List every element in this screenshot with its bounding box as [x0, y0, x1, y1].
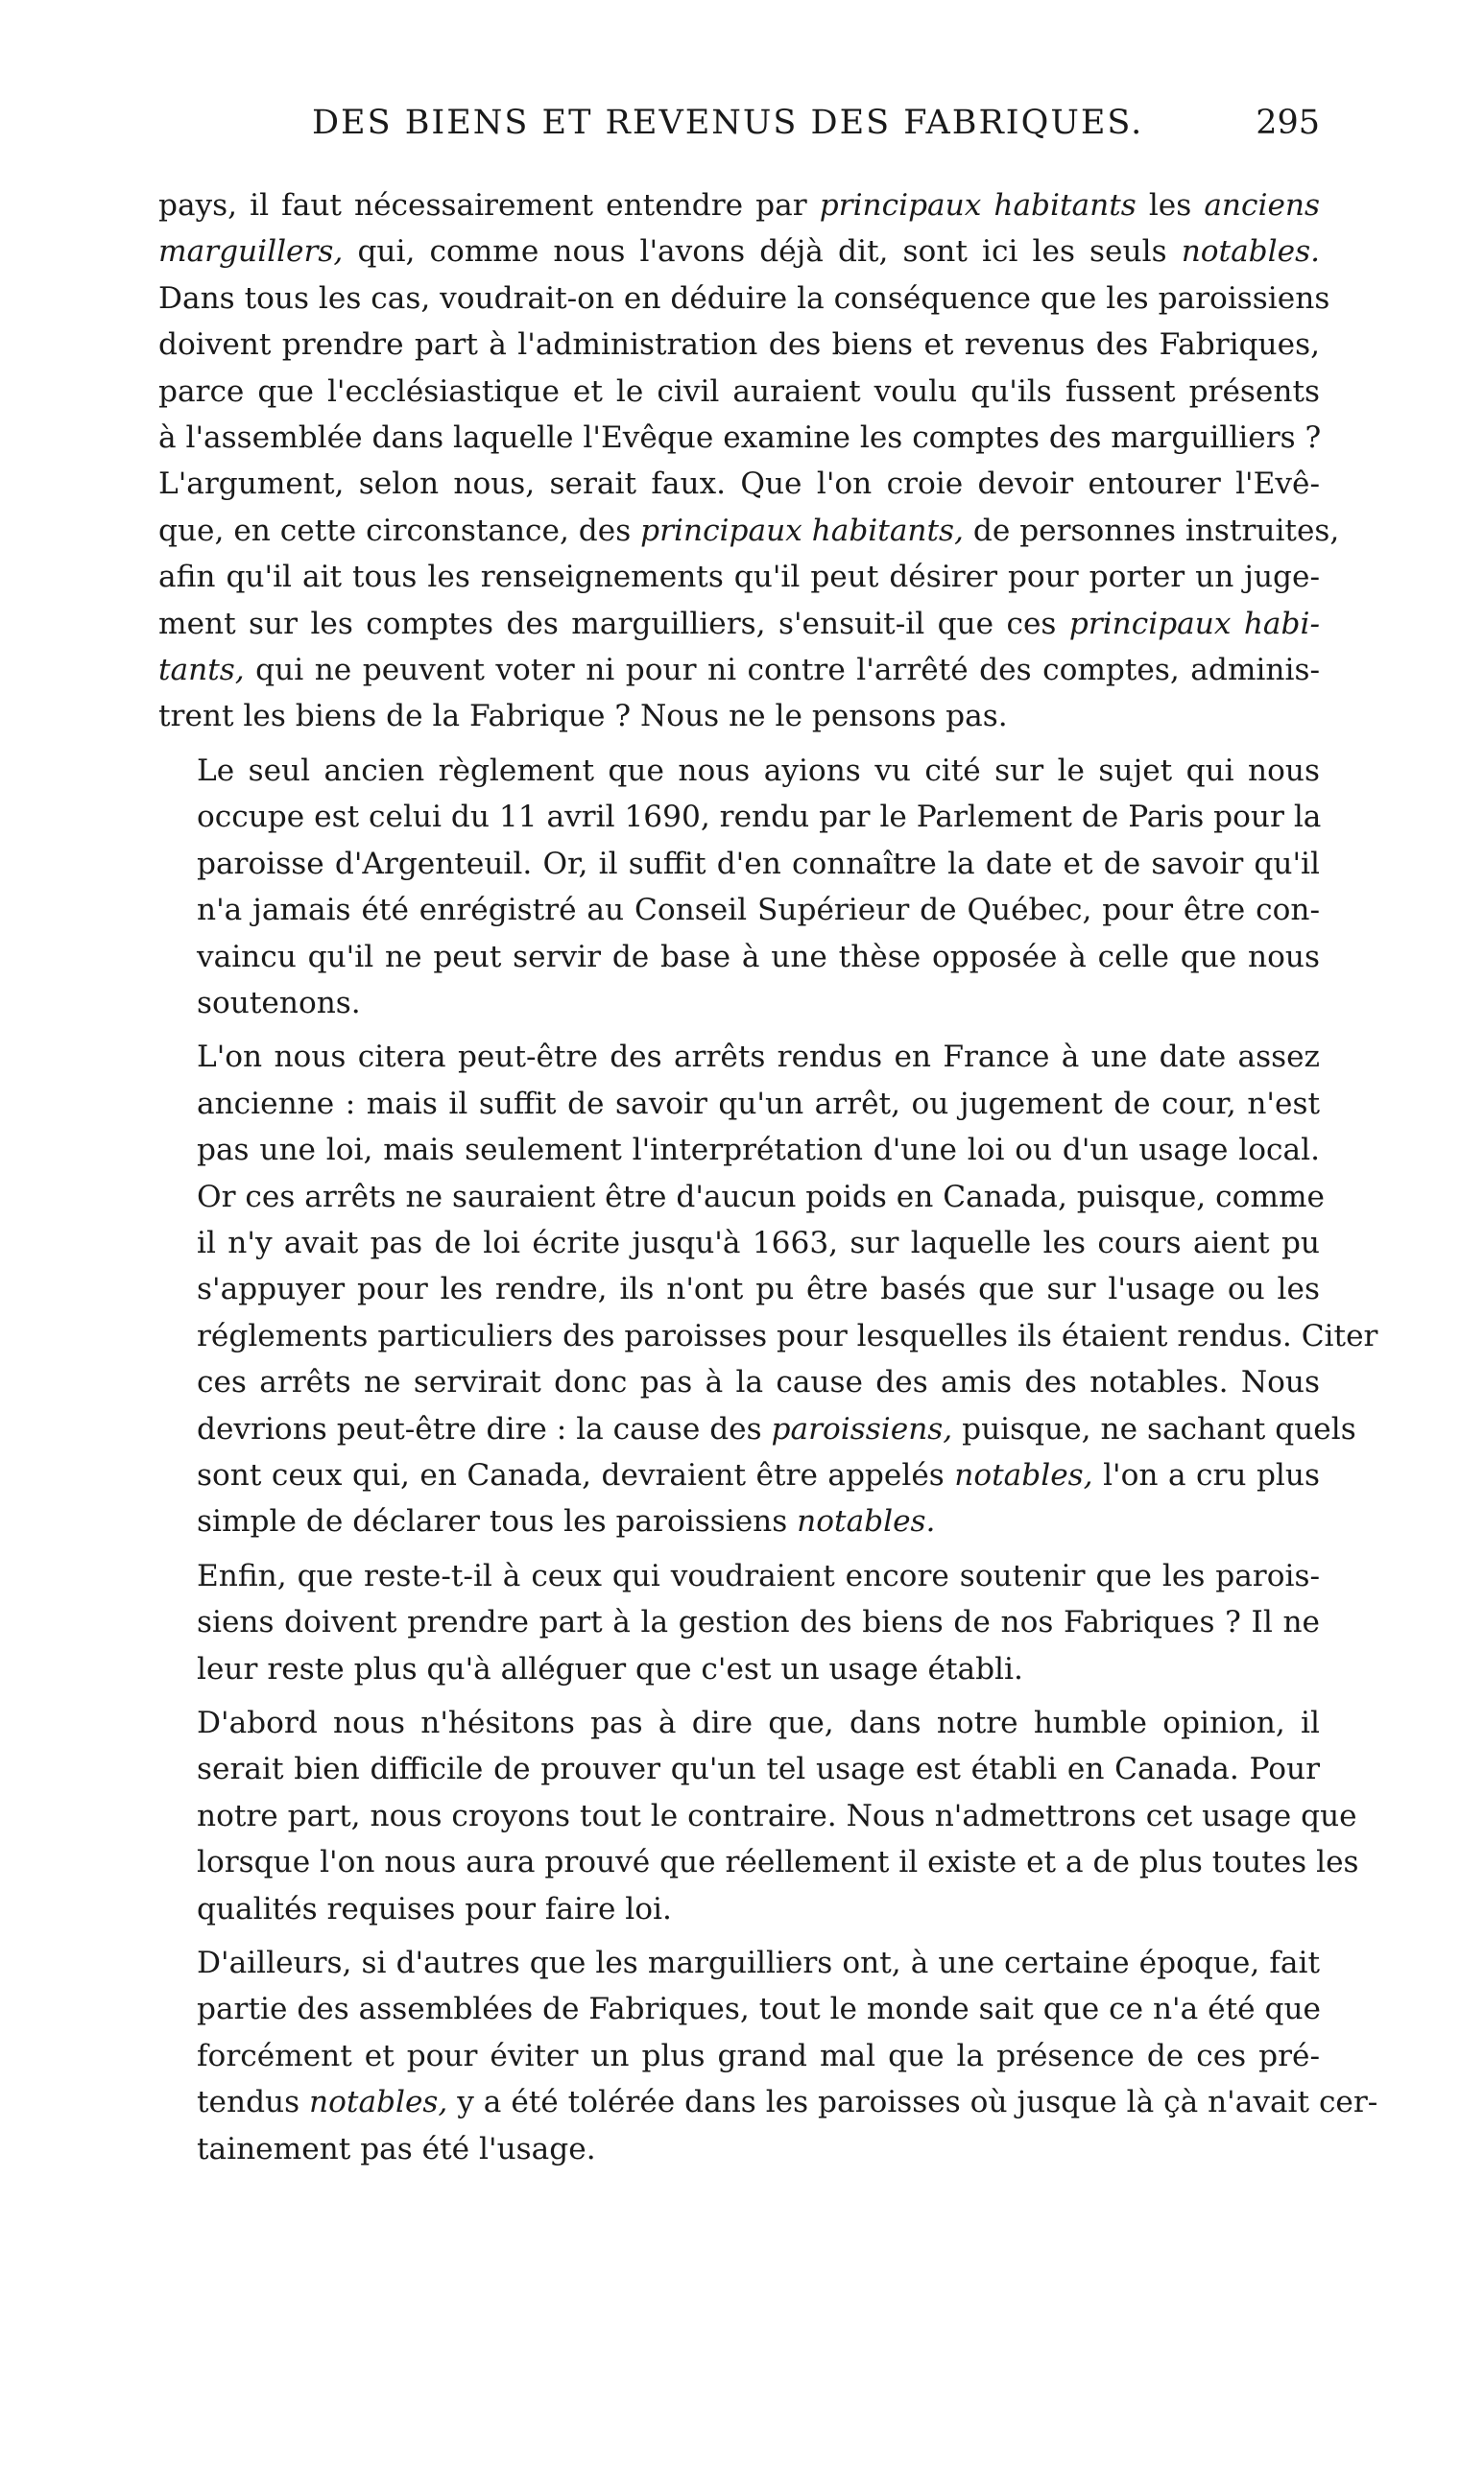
- italic-text: marguillers,: [158, 234, 344, 270]
- paragraph: [158, 1034, 1378, 1544]
- text-run: ces arrêts ne servirait donc pas à la cause des amis des notables. Nous: [197, 1365, 1320, 1400]
- text-line: [158, 1174, 1325, 1220]
- text-line: [158, 1359, 1320, 1405]
- text-line: [158, 601, 1320, 647]
- text-run: D'ailleurs, si d'autres que les marguilliers ont, à une certaine époque, fait: [197, 1946, 1320, 1981]
- text-run: Or ces arrêts ne sauraient être d'aucun poids en Canada, puisque, comme: [197, 1179, 1325, 1214]
- text-run: partie des assemblées de Fabriques, tout le monde sait que ce n'a été que: [197, 1992, 1321, 2027]
- running-head: DES BIENS ET REVENUS DES FABRIQUES.: [312, 104, 1144, 142]
- text-run: serait bien difficile de prouver qu'un tel usage est établi en Canada. Pour: [197, 1752, 1320, 1787]
- text-run: à l'assemblée dans laquelle l'Evêque examine les comptes des marguilliers ?: [158, 420, 1322, 456]
- text-line: [158, 1646, 1320, 1692]
- text-run: que, en cette circonstance, des: [158, 513, 641, 548]
- text-run: notre part, nous croyons tout le contraire. Nous n'admettrons cet usage que: [197, 1798, 1357, 1833]
- text-line: [158, 415, 1320, 461]
- italic-text: notables,: [309, 2085, 448, 2120]
- text-line: [158, 2033, 1320, 2079]
- text-line: [158, 1220, 1320, 1266]
- page-number: 295: [1256, 104, 1320, 142]
- italic-text: tants,: [158, 653, 245, 688]
- text-run: qui, comme nous l'avons déjà dit, sont ici les seuls: [343, 234, 1182, 270]
- text-line: [158, 1839, 1359, 1885]
- text-line: [158, 1452, 1320, 1498]
- text-line: [158, 841, 1320, 887]
- text-run: il n'y avait pas de loi écrite jusqu'à 1663, sur laquelle les cours aient pu: [197, 1225, 1320, 1260]
- text-line: [158, 1793, 1357, 1839]
- text-line: [158, 1034, 1320, 1080]
- text-line: [158, 508, 1340, 554]
- text-run: sont ceux qui, en Canada, devraient être appelés: [197, 1457, 955, 1493]
- text-line: [158, 1700, 1320, 1746]
- italic-text: principaux habi-: [1068, 606, 1320, 641]
- text-run: siens doivent prendre part à la gestion des biens de nos Fabriques ? Il ne: [197, 1605, 1320, 1640]
- text-run: simple de déclarer tous les paroissiens: [197, 1504, 798, 1540]
- text-line: [158, 693, 1320, 739]
- italic-text: principaux habitants: [819, 188, 1137, 223]
- page-header: [158, 104, 1320, 161]
- paragraph: [158, 1553, 1320, 1692]
- text-run: ancienne : mais il suffit de savoir qu'un arrêt, ou jugement de cour, n'est: [197, 1086, 1320, 1121]
- text-run: paroisse d'Argenteuil. Or, il suffit d'en connaître la date et de savoir qu'il: [197, 846, 1320, 881]
- text-line: [158, 794, 1320, 840]
- text-run: l'on a cru plus: [1092, 1457, 1320, 1493]
- text-run: qui ne peuvent voter ni pour ni contre l'arrêté des comptes, adminis-: [244, 653, 1320, 688]
- text-run: soutenons.: [197, 985, 361, 1020]
- text-line: [158, 275, 1330, 322]
- text-run: forcément et pour éviter un plus grand mal que la présence de ces pré-: [197, 2038, 1320, 2073]
- text-line: [158, 1599, 1320, 1645]
- text-run: L'on nous citera peut-être des arrêts rendus en France à une date assez: [197, 1040, 1320, 1075]
- text-run: pas une loi, mais seulement l'interprétation d'une loi ou d'un usage local.: [197, 1133, 1320, 1168]
- italic-text: notables.: [1181, 234, 1320, 270]
- text-line: [158, 1986, 1320, 2032]
- text-line: [158, 1266, 1320, 1312]
- text-line: [158, 2079, 1378, 2125]
- paragraph: [158, 1940, 1378, 2172]
- text-run: puisque, ne sachant quels: [952, 1411, 1356, 1447]
- text-line: [158, 2126, 1320, 2172]
- text-run: Dans tous les cas, voudrait-on en déduire la conséquence que les paroissiens: [158, 280, 1330, 316]
- paragraph: [158, 1700, 1359, 1932]
- text-line: [158, 980, 1320, 1026]
- text-line: [158, 647, 1320, 693]
- text-run: afin qu'il ait tous les renseignements qu'il peut désirer pour porter un juge-: [158, 560, 1320, 595]
- text-line: [158, 1940, 1320, 1986]
- text-line: [158, 369, 1320, 415]
- text-line: [158, 1553, 1320, 1599]
- text-run: y a été tolérée dans les paroisses où jusque là çà n'avait cer-: [447, 2085, 1378, 2120]
- text-run: leur reste plus qu'à alléguer que c'est un usage établi.: [197, 1651, 1023, 1687]
- text-run: occupe est celui du 11 avril 1690, rendu par le Parlement de Paris pour la: [197, 800, 1322, 835]
- text-run: devrions peut-être dire : la cause des: [197, 1411, 772, 1447]
- text-line: [158, 554, 1320, 600]
- text-line: [158, 1886, 1320, 1932]
- text-line: [158, 461, 1320, 507]
- text-run: L'argument, selon nous, serait faux. Que l'on croie devoir entourer l'Evê-: [158, 467, 1320, 502]
- italic-text: principaux habitants,: [640, 513, 964, 548]
- text-line: [158, 1081, 1320, 1127]
- text-run: tendus: [197, 2085, 310, 2120]
- body-text: [158, 182, 1378, 2180]
- text-run: trent les biens de la Fabrique ? Nous ne le pensons pas.: [158, 699, 1008, 734]
- text-run: Enfin, que reste-t-il à ceux qui voudraient encore soutenir que les parois-: [197, 1558, 1320, 1593]
- text-line: [158, 1746, 1320, 1792]
- book-page: [158, 0, 1378, 2465]
- text-run: vaincu qu'il ne peut servir de base à une thèse opposée à celle que nous: [197, 939, 1320, 974]
- text-line: [158, 1313, 1378, 1359]
- text-run: pays, il faut nécessairement entendre par: [158, 188, 820, 223]
- text-run: réglements particuliers des paroisses pour lesquelles ils étaient rendus. Citer: [197, 1318, 1378, 1353]
- text-run: qualités requises pour faire loi.: [197, 1891, 672, 1927]
- text-line: [158, 1406, 1356, 1452]
- text-run: doivent prendre part à l'administration des biens et revenus des Fabriques,: [158, 327, 1320, 363]
- text-line: [158, 887, 1320, 933]
- italic-text: notables,: [954, 1457, 1093, 1493]
- text-run: Le seul ancien règlement que nous ayions vu cité sur le sujet qui nous: [197, 753, 1320, 788]
- text-run: lorsque l'on nous aura prouvé que réellement il existe et a de plus toutes les: [197, 1845, 1359, 1880]
- text-run: les: [1136, 188, 1205, 223]
- text-run: s'appuyer pour les rendre, ils n'ont pu être basés que sur l'usage ou les: [197, 1272, 1320, 1307]
- italic-text: anciens: [1204, 188, 1320, 223]
- italic-text: notables.: [797, 1504, 936, 1540]
- text-line: [158, 748, 1320, 794]
- italic-text: paroissiens,: [771, 1411, 953, 1447]
- paragraph: [158, 748, 1320, 1026]
- text-run: n'a jamais été enrégistré au Conseil Supérieur de Québec, pour être con-: [197, 893, 1320, 928]
- text-run: de personnes instruites,: [963, 513, 1340, 548]
- text-line: [158, 322, 1320, 368]
- text-line: [158, 1127, 1320, 1173]
- text-run: D'abord nous n'hésitons pas à dire que, dans notre humble opinion, il: [197, 1706, 1320, 1740]
- paragraph: [158, 182, 1340, 740]
- text-run: tainement pas été l'usage.: [197, 2131, 596, 2166]
- text-line: [158, 1498, 1320, 1544]
- text-run: ment sur les comptes des marguilliers, s'ensuit-il que ces: [158, 606, 1069, 641]
- text-line: [158, 228, 1320, 275]
- text-run: parce que l'ecclésiastique et le civil auraient voulu qu'ils fussent présents: [158, 373, 1320, 409]
- text-line: [158, 934, 1320, 980]
- text-line: [158, 182, 1320, 228]
